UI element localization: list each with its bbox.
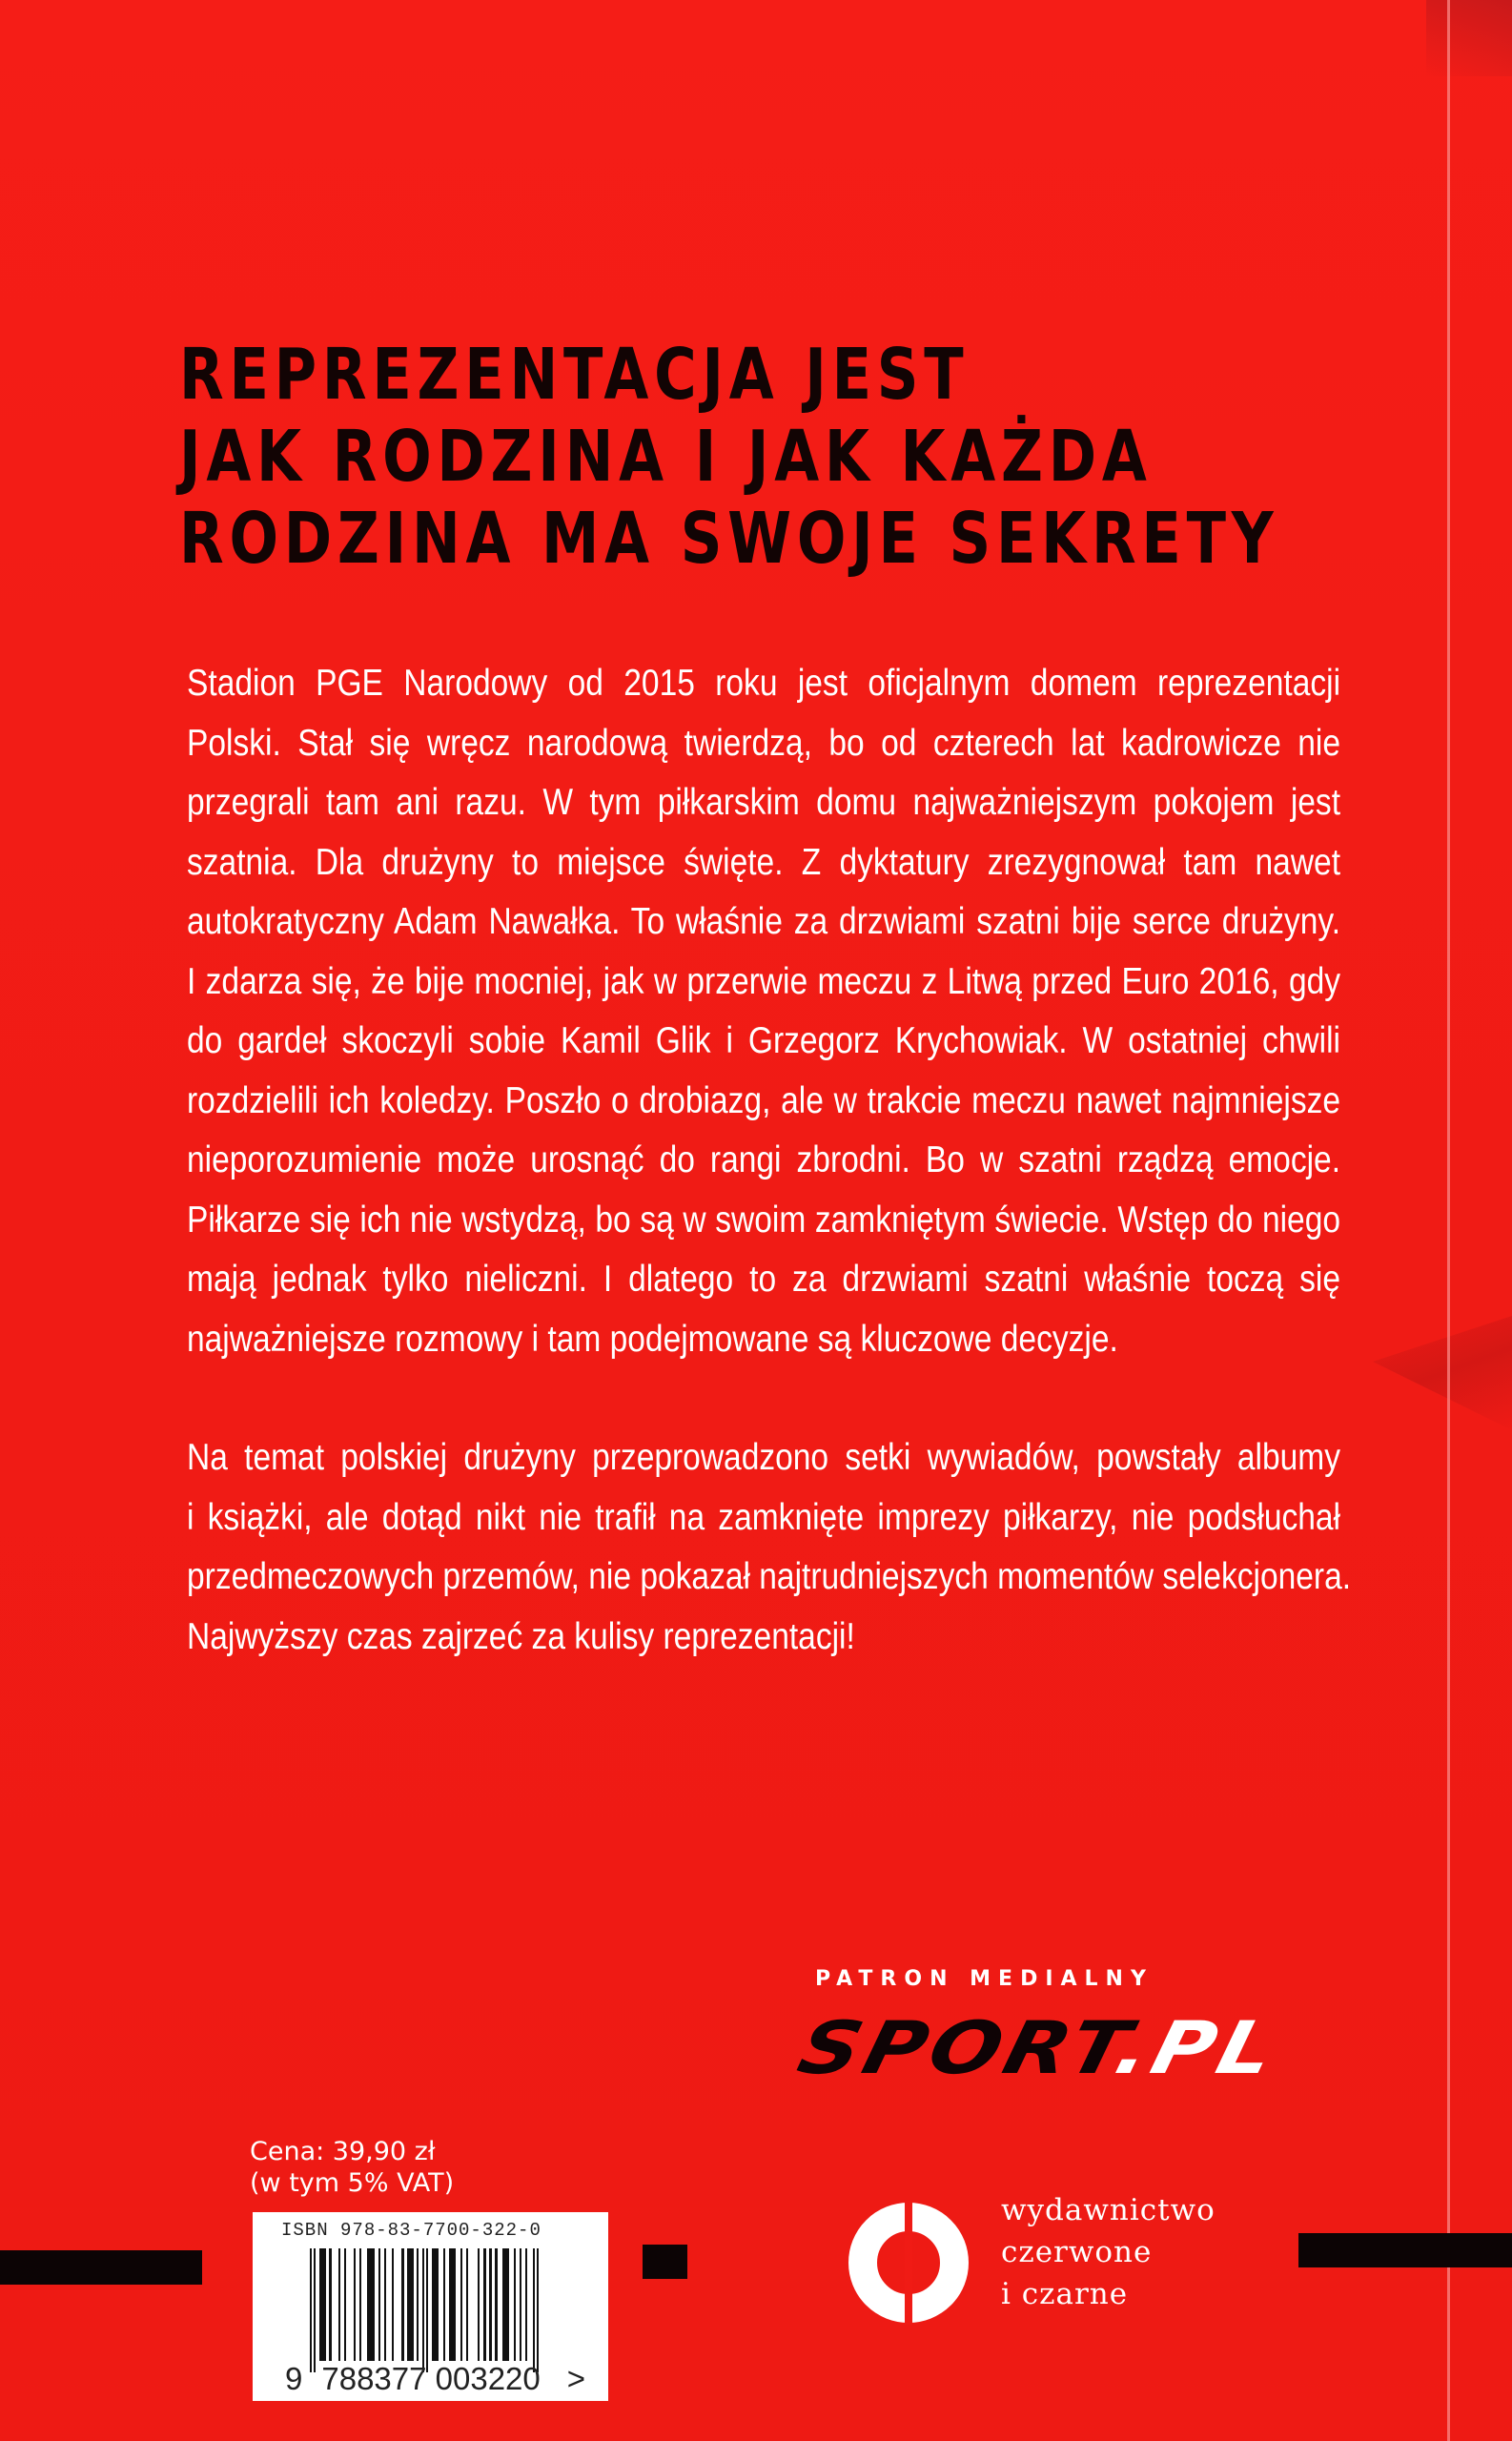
text-line: Na temat polskiej drużyny przeprowadzono setki wywiadów, powstały albumy	[187, 1437, 1341, 1478]
blurb-paragraph-2	[187, 1428, 1352, 1667]
isbn-barcode	[253, 2212, 608, 2401]
decorative-bar-left	[0, 2250, 202, 2285]
text-line: do gardeł skoczyli sobie Kamil Glik i Grzegorz Krychowiak. W ostatniej chwili	[187, 1020, 1341, 1061]
text-line: Najwyższy czas zajrzeć za kulisy reprezentacji!	[187, 1615, 855, 1657]
text-line: przegrali tam ani razu. W tym piłkarskim domu najważniejszym pokojem jest	[187, 782, 1341, 823]
publisher-name	[1001, 2189, 1216, 2315]
text-line: najważniejsze rozmowy i tam podejmowane są kluczowe decyzje.	[187, 1318, 1118, 1360]
headline	[179, 334, 1279, 580]
text-line: mają jednak tylko nieliczni. I dlatego to za drzwiami szatni właśnie toczą się	[187, 1259, 1341, 1300]
text-line: i książki, ale dotąd nikt nie trafił na zamknięte imprezy piłkarzy, nie podsłuchał	[187, 1496, 1341, 1538]
barcode-number: 788377 003220	[321, 2361, 541, 2396]
text-line: Polski. Stał się wręcz narodową twierdzą, bo od czterech lat kadrowicze nie	[187, 722, 1341, 764]
price-line: Cena: 39,90 zł	[250, 2137, 436, 2166]
edge-shadow	[1373, 1316, 1512, 1430]
barcode-icon	[310, 2248, 543, 2372]
isbn-number: ISBN 978-83-7700-322-0	[281, 2220, 541, 2241]
decorative-bar-middle	[643, 2245, 687, 2279]
text-line: autokratyczny Adam Nawałka. To właśnie za drzwiami szatni bije serce drużyny.	[187, 901, 1341, 942]
barcode-arrow: >	[566, 2361, 586, 2396]
text-line: Stadion PGE Narodowy od 2015 roku jest oficjalnym domem reprezentacji	[187, 663, 1341, 704]
headline-line: JAK RODZINA I JAK KAŻDA	[179, 416, 1153, 498]
sport-pl-logo-part2: .PL	[1107, 2005, 1288, 2090]
barcode-lead-digit: 9	[285, 2361, 303, 2396]
price-info	[250, 2136, 454, 2199]
sport-pl-logo-part1: SPORT	[790, 2005, 1129, 2090]
headline-line: REPREZENTACJA JEST	[179, 334, 970, 416]
media-patron-label: PATRON MEDIALNY	[815, 1967, 1154, 1991]
split-ring-logo-icon	[847, 2201, 971, 2325]
publisher-line: czerwone	[1001, 2235, 1153, 2269]
text-line: Piłkarze się ich nie wstydzą, bo są w swoim zamkniętym świecie. Wstęp do niego	[187, 1199, 1341, 1241]
text-line: szatnia. Dla drużyny to miejsce święte. Z dyktatury zrezygnował tam nawet	[187, 841, 1341, 883]
decorative-bar-right	[1298, 2233, 1512, 2267]
text-line: nieporozumienie może urosnąć do rangi zbrodni. Bo w szatni rządzą emocje.	[187, 1139, 1341, 1180]
vat-line: (w tym 5% VAT)	[250, 2168, 455, 2198]
barcode-digits	[285, 2361, 585, 2397]
sport-pl-logo	[790, 2005, 1288, 2090]
headline-line: RODZINA MA SWOJE SEKRETY	[179, 498, 1279, 580]
text-line: rozdzielili ich koledzy. Poszło o drobiazg, ale w trakcie meczu nawet najmniejsze	[187, 1079, 1341, 1121]
text-line: I zdarza się, że bije mocniej, jak w przerwie meczu z Litwą przed Euro 2016, gdy	[187, 960, 1341, 1002]
publisher-line: wydawnictwo	[1001, 2193, 1216, 2227]
blurb	[187, 654, 1352, 1667]
blurb-paragraph-1	[187, 654, 1340, 1369]
spine-fold-line	[1447, 0, 1450, 2441]
corner-shadow	[1426, 0, 1512, 76]
text-line: przedmeczowych przemów, nie pokazał najtrudniejszych momentów selekcjonera.	[187, 1556, 1352, 1597]
publisher-line: i czarne	[1001, 2277, 1129, 2311]
